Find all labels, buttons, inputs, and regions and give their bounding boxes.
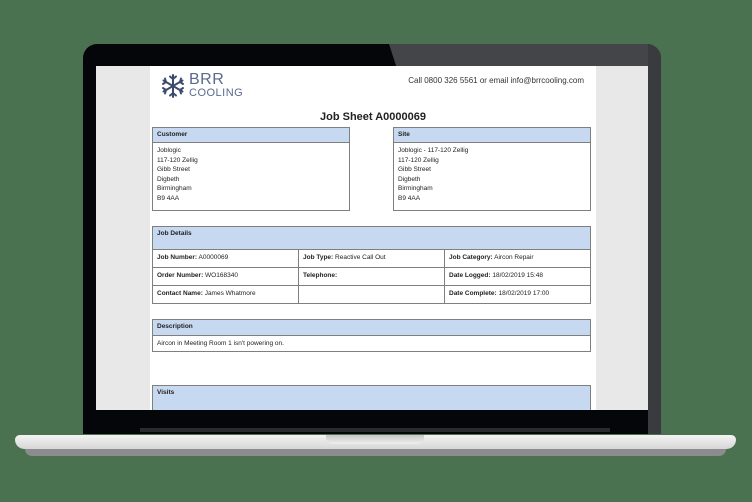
laptop-screen xyxy=(96,66,648,410)
customer-line: Gibb Street xyxy=(157,166,190,173)
customer-line: 117-120 Zellig xyxy=(157,156,198,164)
customer-heading: Customer xyxy=(153,128,349,143)
logo-name: BRR xyxy=(189,71,225,88)
site-line: Joblogic - 117-120 Zellig xyxy=(398,147,469,154)
description-box xyxy=(152,319,591,352)
site-line: Gibb Street xyxy=(398,166,431,173)
snowflake-icon xyxy=(160,73,186,99)
job-number-cell: Job Number: A0000069 xyxy=(153,249,299,267)
job-type-cell: Job Type: Reactive Call Out xyxy=(299,249,445,267)
site-line: B9 4AA xyxy=(398,194,421,202)
visits-heading: Visits xyxy=(153,386,590,410)
customer-line: Joblogic xyxy=(157,147,181,154)
lid-edge xyxy=(648,44,661,434)
job-details-table xyxy=(152,226,591,304)
empty-cell xyxy=(299,285,445,303)
date-complete-cell: Date Complete: 18/02/2019 17:00 xyxy=(445,285,590,303)
page-title: Job Sheet A0000069 xyxy=(320,111,426,123)
customer-line: Birmingham xyxy=(157,185,192,192)
site-line: 117-120 Zellig xyxy=(398,156,439,164)
visits-box xyxy=(152,385,591,410)
description-text: Aircon in Meeting Room 1 isn't powering on. xyxy=(157,340,284,347)
company-logo xyxy=(160,72,243,99)
site-line: Digbeth xyxy=(398,175,421,183)
job-details-heading: Job Details xyxy=(153,227,590,250)
contact-name-cell: Contact Name: James Whatmore xyxy=(153,285,299,303)
logo-subtitle: COOLING xyxy=(189,87,244,99)
site-box xyxy=(393,127,591,211)
telephone-cell: Telephone: xyxy=(299,267,445,285)
customer-box xyxy=(152,127,350,211)
job-category-cell: Job Category: Aircon Repair xyxy=(445,249,590,267)
laptop-base-edge xyxy=(25,449,726,456)
date-logged-cell: Date Logged: 18/02/2019 15:48 xyxy=(445,267,590,285)
site-heading: Site xyxy=(394,128,590,143)
laptop-lid xyxy=(83,44,661,434)
description-heading: Description xyxy=(153,320,590,336)
site-line: Birmingham xyxy=(398,185,433,192)
laptop-hinge xyxy=(140,428,610,432)
contact-info: Call 0800 326 5561 or email info@brrcooling.com xyxy=(408,76,584,85)
customer-line: Digbeth xyxy=(157,175,180,183)
customer-line: B9 4AA xyxy=(157,194,180,202)
laptop-opening-notch xyxy=(326,435,424,444)
order-number-cell: Order Number: WO168340 xyxy=(153,267,299,285)
job-sheet-page xyxy=(150,66,596,410)
